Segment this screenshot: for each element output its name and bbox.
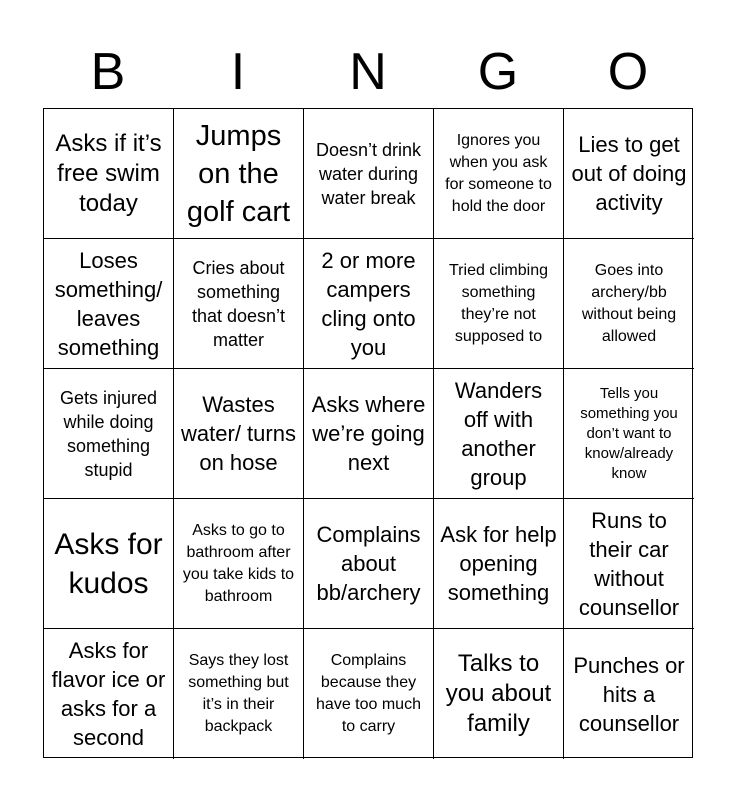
bingo-cell[interactable]: [564, 629, 694, 759]
bingo-cell[interactable]: [174, 499, 304, 629]
bingo-cell[interactable]: [304, 629, 434, 759]
header-letter-o: O: [607, 43, 649, 101]
cell-text: Complains because they have too much to carry: [316, 652, 421, 735]
cell-text: Punches or hits a counsellor: [573, 652, 685, 736]
bingo-cell[interactable]: [304, 369, 434, 499]
cell-text: Wastes water/ turns on hose: [181, 392, 296, 475]
cell-text: Loses something/ leaves something: [54, 247, 163, 360]
cell-text: Runs to their car without counsellor: [578, 507, 680, 620]
cell-text: Tried climbing something they’re not supposed to: [449, 261, 548, 345]
bingo-cell[interactable]: [564, 239, 694, 369]
cell-text: Asks for kudos: [54, 527, 163, 600]
cell-text: Complains about bb/archery: [316, 522, 421, 605]
bingo-cell[interactable]: [564, 499, 694, 629]
bingo-cell[interactable]: [44, 499, 174, 629]
cell-text: Says they lost something but it’s in their backpack: [188, 652, 289, 735]
cell-text: Ignores you when you ask for someone to hold the door: [445, 131, 552, 215]
bingo-cell[interactable]: [304, 109, 434, 239]
bingo-cell[interactable]: [304, 239, 434, 369]
cell-text: Gets injured while doing something stupid: [59, 387, 158, 480]
cell-text: Goes into archery/bb without being allowed: [581, 261, 677, 345]
bingo-card-grid: [43, 108, 693, 758]
bingo-cell[interactable]: [174, 369, 304, 499]
cell-text: Lies to get out of doing activity: [571, 132, 687, 215]
cell-text: Jumps on the golf cart: [186, 119, 291, 228]
cell-text: Cries about something that doesn’t matter: [191, 257, 286, 350]
bingo-cell[interactable]: [44, 239, 174, 369]
cell-text: Asks if it’s free swim today: [55, 129, 162, 217]
header-letter-g: G: [477, 43, 519, 101]
bingo-cell[interactable]: [434, 239, 564, 369]
bingo-cell[interactable]: [434, 109, 564, 239]
bingo-cell[interactable]: [564, 109, 694, 239]
bingo-cell[interactable]: [434, 369, 564, 499]
cell-text: 2 or more campers cling onto you: [321, 247, 416, 360]
cell-text: Asks for flavor ice or asks for a second: [51, 638, 166, 750]
bingo-cell[interactable]: [304, 499, 434, 629]
bingo-cell[interactable]: [174, 239, 304, 369]
bingo-cell[interactable]: [434, 499, 564, 629]
header-letter-n: N: [349, 43, 387, 101]
cell-text: Talks to you about family: [445, 650, 552, 737]
bingo-cell[interactable]: [174, 109, 304, 239]
bingo-cell[interactable]: [44, 109, 174, 239]
cell-text: Doesn’t drink water during water break: [315, 139, 422, 208]
header-letter-i: I: [230, 43, 246, 101]
cell-text: Wanders off with another group: [454, 377, 543, 490]
cell-text: Asks to go to bathroom after you take kids to bathroom: [182, 521, 295, 605]
bingo-cell[interactable]: [434, 629, 564, 759]
cell-text: Asks where we’re going next: [311, 392, 426, 475]
cell-text: Tells you something you don’t want to know/already know: [580, 384, 678, 482]
bingo-header: [43, 40, 693, 104]
bingo-cell[interactable]: [174, 629, 304, 759]
bingo-cell[interactable]: [44, 369, 174, 499]
bingo-cell[interactable]: [44, 629, 174, 759]
bingo-cell[interactable]: [564, 369, 694, 499]
cell-text: Ask for help opening something: [440, 522, 557, 605]
header-letter-b: B: [90, 43, 126, 101]
